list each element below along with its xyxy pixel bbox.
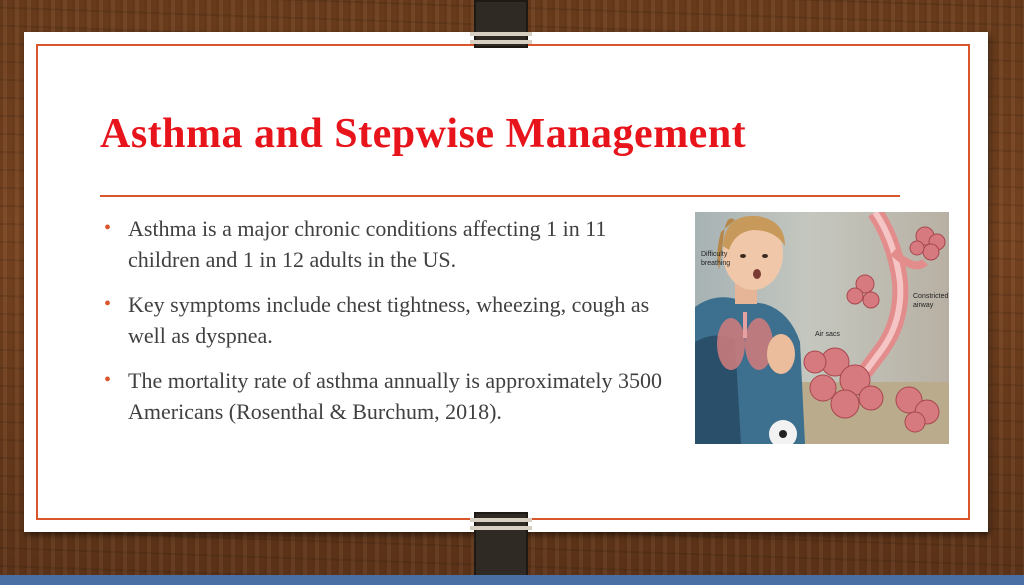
asthma-illustration-svg bbox=[695, 212, 949, 444]
bullet-text: Key symptoms include chest tightness, wheezing, cough as well as dyspnea. bbox=[128, 292, 650, 348]
bullet-item bbox=[100, 365, 680, 427]
bullet-item bbox=[100, 289, 680, 351]
slide-title: Asthma and Stepwise Management bbox=[100, 111, 747, 157]
bullet-marker: • bbox=[104, 217, 112, 239]
bullet-text: Asthma is a major chronic conditions affecting 1 in 11 children and 1 in 12 adults in the US. bbox=[128, 216, 607, 272]
slide-card bbox=[24, 32, 988, 532]
label-difficulty-1: Difficulty bbox=[701, 251, 728, 258]
bullet-item bbox=[100, 213, 680, 275]
label-air-sacs: Air sacs bbox=[815, 331, 840, 338]
title-divider bbox=[100, 195, 900, 197]
bullet-marker: • bbox=[104, 369, 112, 391]
label-difficulty-2: breathing bbox=[701, 260, 731, 267]
bullet-text: The mortality rate of asthma annually is approximately 3500 Americans (Rosenthal & Burchum, 2018). bbox=[128, 368, 662, 424]
bullet-marker: • bbox=[104, 293, 112, 315]
top-binder-clip bbox=[474, 0, 528, 48]
label-airway-1: Constricted bbox=[913, 293, 949, 300]
bottom-bar bbox=[0, 575, 1024, 585]
label-airway-2: airway bbox=[913, 302, 934, 309]
bullet-list bbox=[100, 213, 680, 441]
bottom-binder-clip bbox=[474, 512, 528, 578]
asthma-illustration bbox=[695, 212, 949, 444]
